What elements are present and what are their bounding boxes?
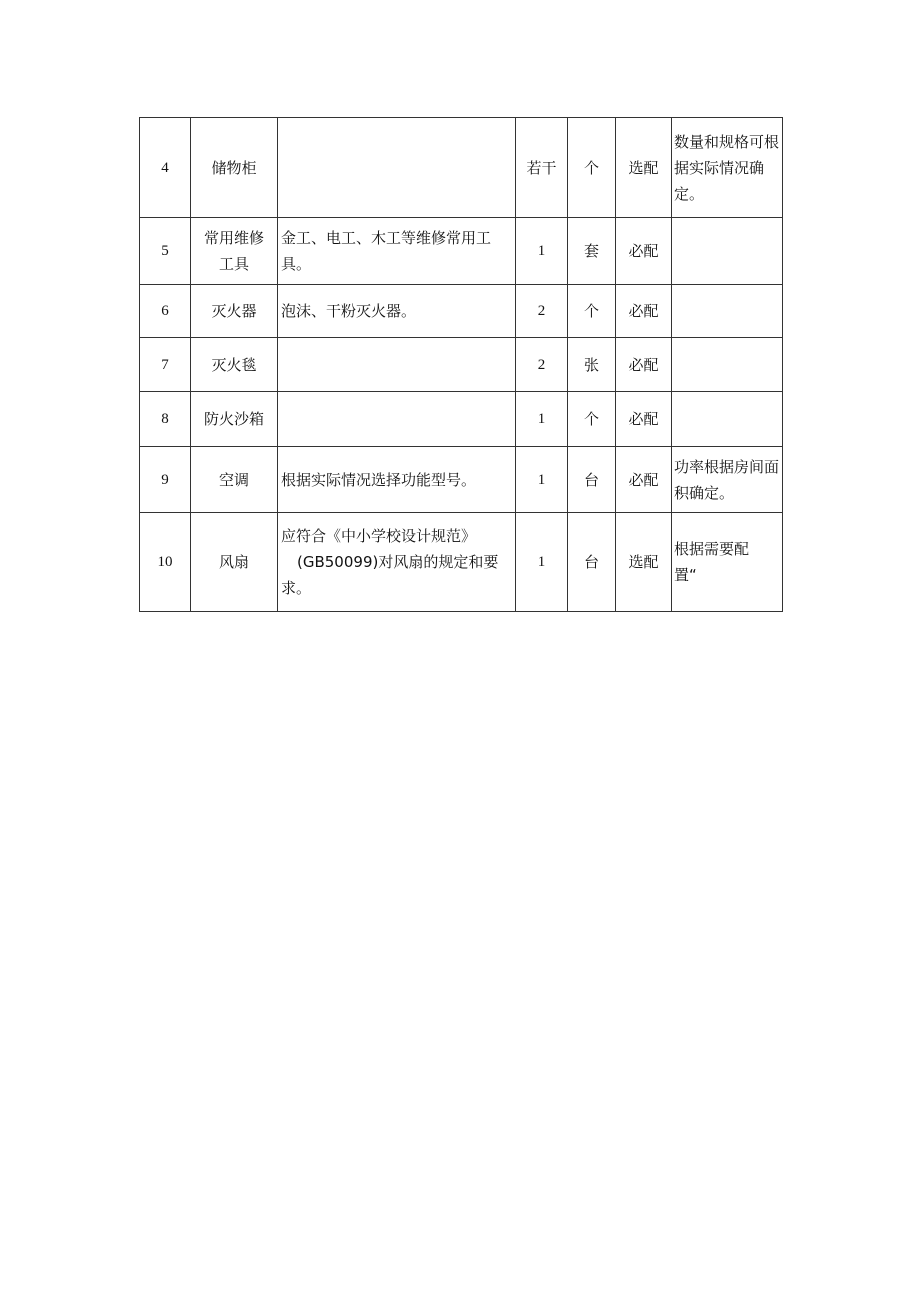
note-line: 根据需要配 [674,540,750,558]
item-unit: 个 [568,392,616,447]
note-line: 积确定。 [674,483,735,502]
table-row [140,392,783,447]
item-config: 必配 [616,392,672,447]
name-line: 工具 [218,255,249,273]
desc-line: 泡沫、干粉灭火器。 [281,302,417,320]
item-config: 必配 [616,218,672,285]
item-unit: 套 [568,218,616,285]
item-quantity: 2 [516,338,568,392]
item-unit: 台 [568,447,616,513]
item-name: 空调 [191,447,278,513]
name-line: 常用维修 [203,229,264,247]
item-quantity: 1 [516,447,568,513]
item-name: 防火沙箱 [191,392,278,447]
item-note [672,118,783,218]
item-description [278,513,516,612]
desc-line: (GB50099)对风扇的规定和要 [297,553,499,571]
item-description [278,392,516,447]
item-unit: 个 [568,285,616,338]
item-note [672,218,783,285]
item-unit: 台 [568,513,616,612]
note-line: 数量和规格可根 [674,132,780,151]
item-quantity: 若干 [516,118,568,218]
row-number: 9 [140,447,191,513]
row-number: 4 [140,118,191,218]
item-unit: 张 [568,338,616,392]
item-name: 灭火器 [191,285,278,338]
note-line: 据实际情况确 [674,158,765,177]
item-note [672,392,783,447]
note-line: 定。 [674,184,705,203]
item-unit: 个 [568,118,616,218]
desc-line: 根据实际情况选择功能型号。 [281,470,477,489]
item-config: 必配 [616,447,672,513]
item-description [278,118,516,218]
item-description [278,218,516,285]
item-config: 必配 [616,285,672,338]
item-note [672,513,783,612]
item-description [278,447,516,513]
table-row [140,513,783,612]
table-row [140,218,783,285]
item-name: 风扇 [191,513,278,612]
item-note [672,285,783,338]
item-config: 选配 [616,118,672,218]
table-row [140,118,783,218]
row-number: 10 [140,513,191,612]
note-line: 置“ [674,566,697,584]
item-config: 选配 [616,513,672,612]
equipment-table [139,117,783,612]
item-note [672,338,783,392]
item-description [278,338,516,392]
desc-line: 求。 [281,579,312,597]
item-note [672,447,783,513]
row-number: 6 [140,285,191,338]
table-row [140,447,783,513]
desc-line: 具。 [281,255,312,273]
item-quantity: 1 [516,513,568,612]
item-quantity: 1 [516,218,568,285]
table-row [140,338,783,392]
row-number: 5 [140,218,191,285]
item-config: 必配 [616,338,672,392]
table-row [140,285,783,338]
item-name: 灭火毯 [191,338,278,392]
desc-line: 应符合《中小学校设计规范》 [281,527,477,545]
item-quantity: 1 [516,392,568,447]
row-number: 7 [140,338,191,392]
desc-line: 金工、电工、木工等维修常用工 [281,229,492,247]
item-quantity: 2 [516,285,568,338]
note-line: 功率根据房间面 [674,457,780,476]
item-name: 储物柜 [191,118,278,218]
item-description [278,285,516,338]
row-number: 8 [140,392,191,447]
item-name [191,218,278,285]
